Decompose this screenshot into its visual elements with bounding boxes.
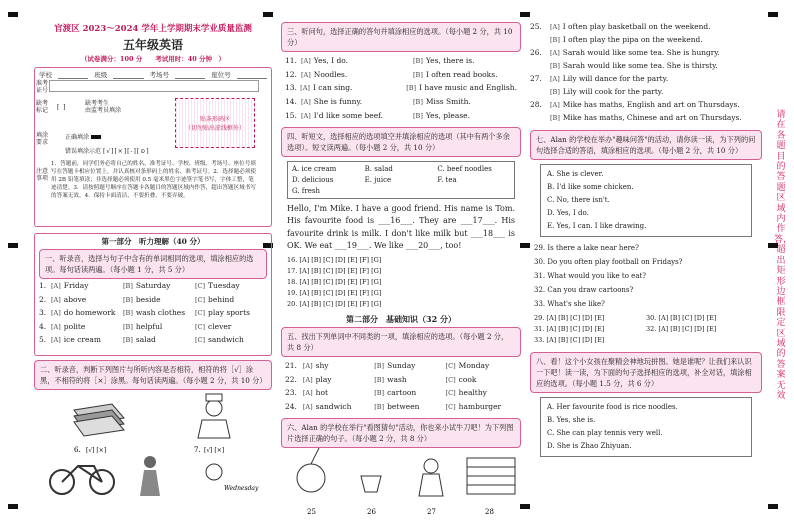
teacher-picture <box>140 456 160 496</box>
pipa-picture <box>297 448 325 492</box>
q3-row <box>285 54 517 68</box>
section-3-instructions: 三、听问句，选择正确的答句并填涂相应的选项。（每小题 2 分，共 10 分） <box>281 22 521 52</box>
answer-option[interactable]: [A] Friday <box>51 281 89 291</box>
q6-label: 6. <box>74 446 81 454</box>
question-number: 2. <box>39 294 47 304</box>
q1-row <box>39 320 267 334</box>
answer-bubbles[interactable]: 20. [A] [B] [C] [D] [E] [F] [G] <box>287 299 382 308</box>
section-2-instructions: 二、听录音，判断下列图片与所听内容是否相符，相符的将［√］涂黑，不相符的将［×］涂黑。每句话读两遍。（每小题 2 分，共 10 分） <box>34 360 272 390</box>
answer-bubbles[interactable]: 18. [A] [B] [C] [D] [E] [F] [G] <box>287 277 382 286</box>
question-text: 31. What would you like to eat? <box>534 272 647 280</box>
section-7-options <box>540 164 752 237</box>
label-notes: 注意事项 <box>35 168 48 182</box>
chef-picture <box>198 394 230 438</box>
section-8-instructions: 八、看！这个小女孩在聚精会神地玩拼图。她是谁呢？让我们来认识一下吧！读一读，为下面的句子选择相应的选项，补全对话，填涂相应的选项。（每小题 1.5 分，共 6 分） <box>530 352 762 393</box>
registration-mark <box>8 504 18 509</box>
registration-mark <box>768 12 778 17</box>
subject-title: 五年级英语 <box>122 38 183 52</box>
exam-title: 官渡区 2023～2024 学年上学期期末学业质量监测 <box>54 24 252 34</box>
label-ticket: 准考证号 <box>35 80 48 94</box>
section-6-instructions: 六、Alan 的学校在举行"看图猜句"活动，你也来小试牛刀吧！为下列图片选择正确的句子。（每小题 2 分，共 8 分） <box>281 418 521 448</box>
answer-option[interactable]: [A] shy <box>302 361 329 371</box>
field-room: 考场号 <box>149 71 169 79</box>
option-text: [B] Mike has maths, Chinese and art on Thursdays. <box>550 113 742 122</box>
q5-row <box>285 386 517 400</box>
answer-option[interactable]: [A] hot <box>302 388 328 398</box>
answer-option[interactable]: [A] polite <box>51 321 86 331</box>
answer-option-a[interactable]: [A] She is funny. <box>301 97 363 107</box>
q1-list <box>39 279 267 347</box>
section-7-instructions: 七、Alan 的学校在举办"趣味问答"的活动，请你读一读，为下列的问句选择合适的答语，填涂相应的选项。（每小题 2 分，共 10 分） <box>530 130 762 160</box>
q5-list <box>281 357 521 415</box>
answer-option-a[interactable]: [A] I can sing. <box>300 83 353 93</box>
field-seat: 座位号 <box>211 71 231 79</box>
section-2-pictures <box>34 390 272 500</box>
answer-option-b[interactable]: [B] Yes, please. <box>413 110 470 120</box>
answer-option-a[interactable]: [A] Yes, I do. <box>301 56 349 66</box>
absent-box[interactable]: [ ] <box>57 104 66 111</box>
answer-option[interactable]: [B] between <box>374 401 420 411</box>
word-option: E. juice <box>364 175 392 184</box>
q3-row <box>285 108 517 122</box>
registration-mark <box>8 12 18 17</box>
question-text: 30. Do you often play football on Fridays? <box>534 258 683 266</box>
answer-bubbles[interactable]: 33. [A] [B] [C] [D] [E] <box>534 336 605 344</box>
answer-option[interactable]: [B] helpful <box>123 321 163 331</box>
info-box <box>34 67 272 227</box>
q3-row <box>285 95 517 109</box>
section-1-instructions: 一、听录音，选择与句子中含有的单词相同的选项，填涂相应的选项。每句话读两遍。（每小题 1 分，共 5 分） <box>39 249 267 279</box>
dialogue-option: C. She can play tennis very well. <box>547 429 663 437</box>
fill-wrong: 错误填涂示范 [√][×][-][⊙] <box>65 148 150 155</box>
registration-mark <box>263 12 273 17</box>
q1-row <box>39 306 267 320</box>
q1-row <box>39 279 267 293</box>
wednesday-label: Wednesday <box>224 485 259 492</box>
question-number: 1. <box>39 281 47 291</box>
pic-label: 28 <box>485 507 494 516</box>
reply-option: A. She is clever. <box>547 170 604 178</box>
answer-option[interactable]: [B] wash clothes <box>123 308 186 318</box>
answer-option-a[interactable]: [A] Noodles. <box>301 69 348 79</box>
section-6-pictures <box>281 448 521 518</box>
column-3 <box>530 22 762 509</box>
section-4-answers <box>281 253 521 312</box>
q3-row <box>285 81 517 95</box>
question-text: 32. Can you draw cartoons? <box>534 286 634 294</box>
option-text: [B] Lily will cook for the party. <box>550 87 664 96</box>
question-number: 11. <box>285 56 297 66</box>
label-fill: 填涂要求 <box>35 132 48 146</box>
answer-bubbles[interactable]: 17. [A] [B] [C] [D] [E] [F] [G] <box>287 266 382 275</box>
tea-picture <box>361 476 381 492</box>
answer-option-b[interactable]: [B] Miss Smith. <box>413 97 471 107</box>
answer-option-b[interactable]: [B] I often read books. <box>413 69 498 79</box>
q6-row-a[interactable] <box>530 48 762 61</box>
q6-row-b[interactable] <box>530 61 762 74</box>
answer-option[interactable]: [B] Saturday <box>123 281 171 291</box>
pic-label: 25 <box>307 507 316 516</box>
section-4-instructions: 四、听短文，选择相应的选项填空并填涂相应的选项（其中有两个多余选项）。短文读两遍。（每小题 2 分，共 10 分） <box>281 127 521 157</box>
question-number: 23. <box>285 388 297 398</box>
question-number: 22. <box>285 374 297 384</box>
answer-bubbles[interactable]: 16. [A] [B] [C] [D] [E] [F] [G] <box>287 255 382 264</box>
answer-option[interactable]: [B] beside <box>123 294 161 304</box>
word-option: G. fresh <box>292 186 320 195</box>
option-text: [A] Lily will dance for the party. <box>550 74 669 83</box>
answer-bubbles[interactable]: 30. [A] [B] [C] [D] [E] <box>646 314 717 322</box>
q6-row-b[interactable] <box>530 35 762 48</box>
answer-option[interactable]: [C] Monday <box>445 361 490 371</box>
option-text: [A] Sarah would like some tea. She is hungry. <box>550 48 720 57</box>
question-number: 25. <box>530 22 542 31</box>
answer-option[interactable]: [C] cook <box>445 374 477 384</box>
bicycle-picture <box>50 466 114 494</box>
answer-option[interactable]: [B] salad <box>123 335 156 345</box>
question-number: 3. <box>39 308 47 318</box>
word-option: D. delicious <box>292 175 334 184</box>
timetable-picture <box>467 458 515 494</box>
q5-row <box>285 399 517 413</box>
section-5-instructions: 五、找出下列单词中不同类的一项，填涂相应的选项。（每小题 2 分，共 8 分） <box>281 327 521 357</box>
question-number: 5. <box>39 335 47 345</box>
label-absent: 缺考标记 <box>35 100 48 114</box>
q6-row-a[interactable] <box>530 100 762 113</box>
q6-row-a[interactable] <box>530 22 762 35</box>
q1-row <box>39 293 267 307</box>
question-number: 24. <box>285 401 297 411</box>
svg-text:[√] [×]: [√] [×] <box>204 447 225 454</box>
cook-picture <box>419 459 443 496</box>
question-number: 26. <box>530 48 542 57</box>
question-number: 15. <box>285 110 297 120</box>
answer-option-b[interactable]: [B] Yes, there is. <box>413 56 475 66</box>
reply-option: E. Yes, I can. I like drawing. <box>547 222 647 230</box>
question-number: 21. <box>285 361 297 371</box>
word-option: B. salad <box>364 164 393 173</box>
section-7-answers <box>530 311 762 348</box>
ticket-number-box[interactable] <box>49 80 259 92</box>
dialogue-option: B. Yes, she is. <box>547 416 596 424</box>
word-option: A. ice cream <box>292 164 337 173</box>
question-number: 4. <box>39 321 47 331</box>
answer-bubbles[interactable]: 31. [A] [B] [C] [D] [E] <box>534 325 605 333</box>
option-text: [A] I often play basketball on the weekend. <box>550 22 711 31</box>
answer-option-b[interactable]: [B] I have music and English. <box>406 83 517 93</box>
dialogue-option: A. Her favourite food is rice noodles. <box>547 403 678 411</box>
answer-bubbles[interactable]: 32. [A] [B] [C] [D] [E] <box>646 325 717 333</box>
side-note: 请在各题目的答题区域内作答，超出矩形边框限定区域的答案无效 <box>774 110 793 401</box>
field-class: 班级 <box>94 71 108 79</box>
answer-option[interactable]: [C] hamburger <box>445 401 502 411</box>
q5-row <box>285 372 517 386</box>
section-7-questions <box>530 241 762 311</box>
field-school: 学校 <box>39 71 52 79</box>
answer-option[interactable]: [C] Tuesday <box>195 281 240 291</box>
option-text: [B] I often play the pipa on the weekend. <box>550 35 703 44</box>
answer-option[interactable]: [A] ice cream <box>51 335 102 345</box>
column-1 <box>34 22 272 509</box>
answer-option[interactable]: [A] sandwich <box>302 401 352 411</box>
question-text: 29. Is there a lake near here? <box>534 244 639 252</box>
section-4-options <box>287 161 515 199</box>
answer-option[interactable]: [C] sandwich <box>195 335 244 345</box>
fill-correct: 正确填涂 <box>65 132 101 141</box>
part1-title: 第一部分 听力理解（40 分） <box>101 237 205 246</box>
q6-row-b[interactable] <box>530 87 762 100</box>
option-text: [B] Sarah would like some tea. She is thirsty. <box>550 61 718 70</box>
absent-note: 缺考考生 由监考员填涂 <box>85 100 122 114</box>
question-number: 13. <box>285 83 297 93</box>
q1-row <box>39 333 267 347</box>
section-8-options <box>540 397 752 457</box>
reply-option: B. I'd like some chicken. <box>547 183 634 191</box>
question-number: 27. <box>530 74 542 83</box>
answer-option[interactable]: [C] play sports <box>195 308 250 318</box>
answer-option[interactable]: [C] healthy <box>445 388 487 398</box>
q6-row-a[interactable] <box>530 74 762 87</box>
calendar-picture <box>206 464 259 492</box>
answer-option[interactable]: [B] wash <box>374 374 407 384</box>
q3-row <box>285 68 517 82</box>
answer-option[interactable]: [C] clever <box>195 321 232 331</box>
q7-label: 7. <box>194 446 201 454</box>
question-number: 12. <box>285 69 297 79</box>
registration-mark <box>520 12 530 17</box>
q6-row-b[interactable] <box>530 113 762 126</box>
column-2 <box>281 22 521 516</box>
part1-box <box>34 233 272 356</box>
pictures-svg <box>34 390 272 500</box>
dialogue-option: D. She is Zhao Zhiyuan. <box>547 442 632 450</box>
pic-label: 27 <box>427 507 436 516</box>
answer-option[interactable]: [A] above <box>51 294 87 304</box>
sandwich-picture <box>74 404 124 436</box>
answer-option[interactable]: [B] Sunday <box>374 361 416 371</box>
reply-option: C. No, there isn't. <box>547 196 610 204</box>
registration-mark <box>768 504 778 509</box>
registration-mark <box>520 504 530 509</box>
notes-text: 1．答题前，同学们务必将自己的姓名、准考证号、学校、班级、考场号、座位号填写在答题卡相应位置上，并认真核对条形码上的姓名、准考证号。2．选择题必须使用 2B 铅笔填涂；非选择题必须使用 0.5 毫米黑色字迹签字笔书写，字体工整，笔迹清楚。3．请按照题号顺序在答题卡各题目的答题区域内作答，超出答题区域书写的答案无效。4．保持卡面清洁，不要折叠、不要弄破。 <box>51 161 256 199</box>
option-text: [A] Mike has maths, English and art on Thursdays. <box>550 100 740 109</box>
barcode-area: 贴条形码区 （切勿贴出虚线框外） <box>175 98 255 148</box>
section-4-passage: Hello, I'm Mike. I have a good friend. His name is Tom. His favourite food is ___16___. They are ___17___. His favourite drink is milk. I don't like milk but ___18___ is OK. We eat ___19___. We like ___20___, too! <box>287 203 515 251</box>
registration-mark <box>520 243 530 248</box>
part2-title: 第二部分 基础知识（32 分） <box>346 313 456 324</box>
q6-answer-list <box>530 22 762 126</box>
answer-bubbles[interactable]: 19. [A] [B] [C] [D] [E] [F] [G] <box>287 288 382 297</box>
question-text: 33. What's she like? <box>534 300 605 308</box>
reply-option: D. Yes, I do. <box>547 209 589 217</box>
word-option: C. beef noodles <box>437 164 492 173</box>
registration-mark <box>8 243 18 248</box>
answer-option[interactable]: [C] behind <box>195 294 235 304</box>
question-number: 28. <box>530 100 542 109</box>
q3-list <box>281 52 521 124</box>
svg-text:[√] [×]: [√] [×] <box>86 447 107 454</box>
question-number: 14. <box>285 97 297 107</box>
answer-option-a[interactable]: [A] I'd like some beef. <box>301 110 384 120</box>
exam-meta: （试卷满分：100 分 考试用时：40 分钟 ） <box>80 55 226 63</box>
answer-bubbles[interactable]: 29. [A] [B] [C] [D] [E] <box>534 314 605 322</box>
answer-option[interactable]: [B] cartoon <box>374 388 417 398</box>
pic-label: 26 <box>367 507 376 516</box>
answer-option[interactable]: [A] do homework <box>51 308 116 318</box>
q5-row <box>285 359 517 373</box>
word-option: F. tea <box>437 175 457 184</box>
answer-option[interactable]: [A] play <box>302 374 332 384</box>
